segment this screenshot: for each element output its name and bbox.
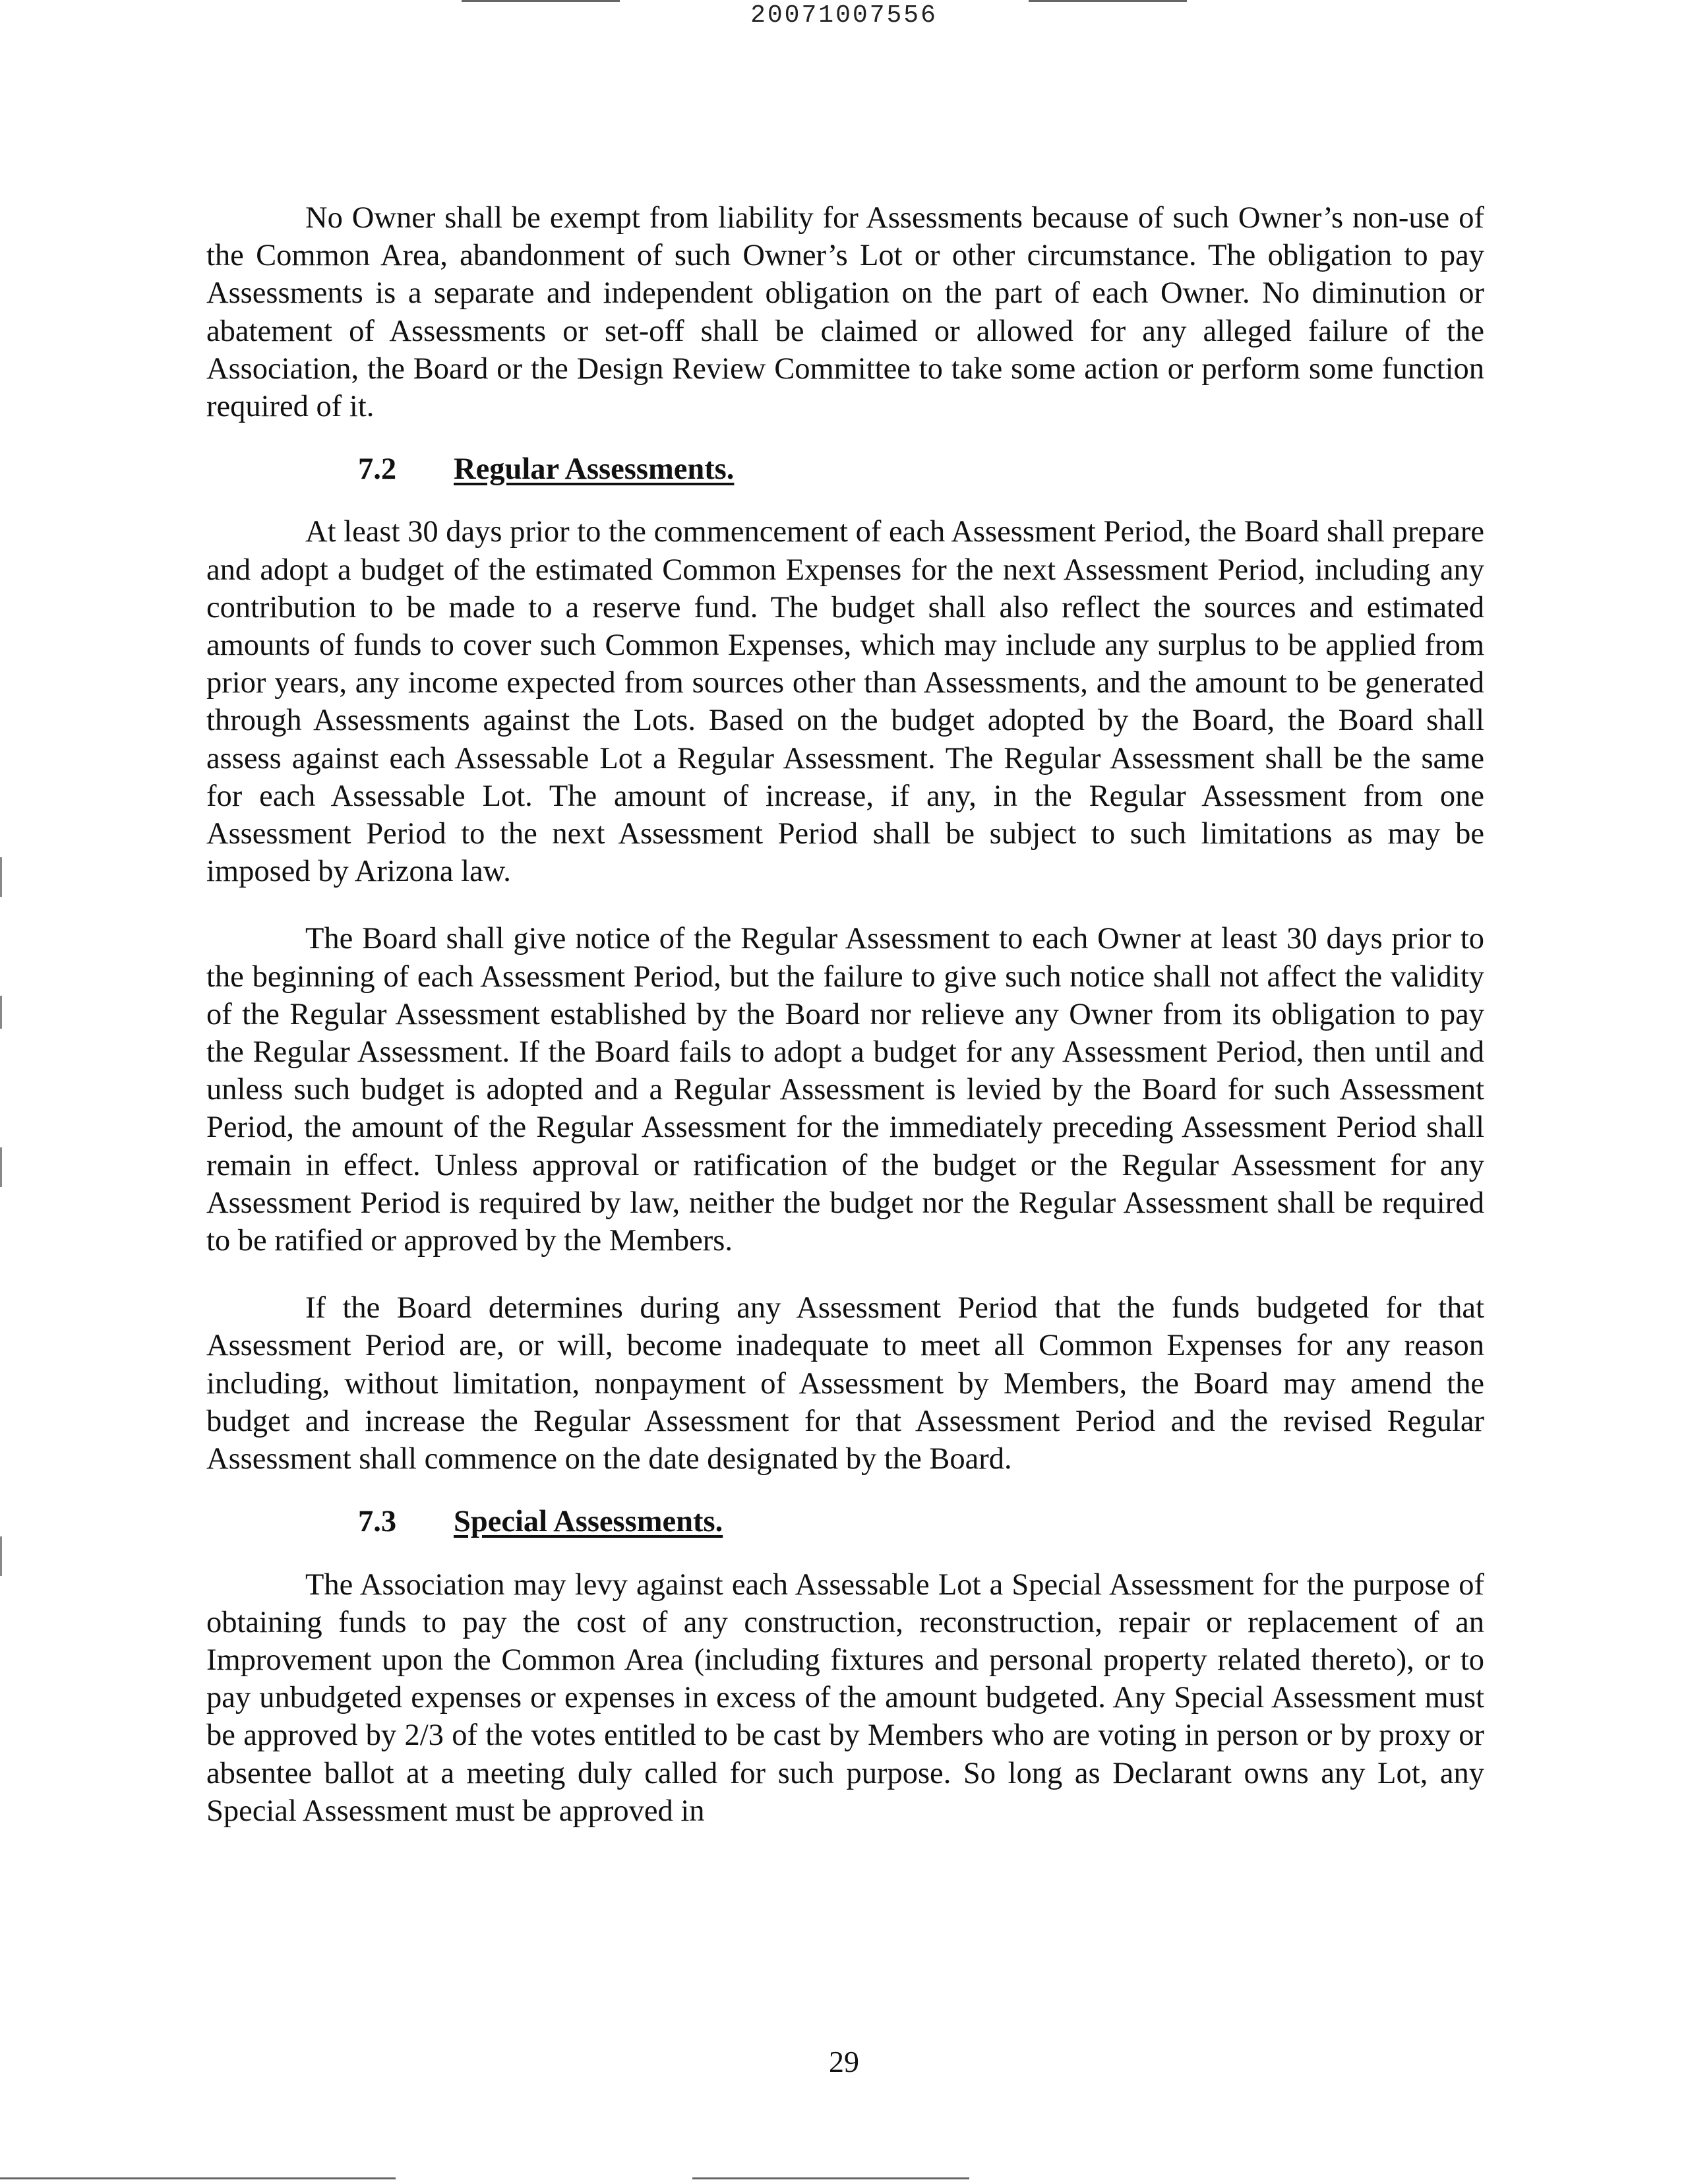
document-body (206, 199, 1484, 1830)
section-heading-7-3 (206, 1503, 1484, 1540)
document-number: 20071007556 (750, 1, 938, 30)
edge-tick (0, 1147, 2, 1187)
paragraph-notice: The Board shall give notice of the Regular Assessment to each Owner at least 30 days prior to the beginning of each Assessment Period, but the failure to give such notice shall not affect the validity of the Regular Assessment established by the Board nor relieve any Owner from its obligation to pay the Regular Assessment. If the Board fails to adopt a budget for any Assessment Period, then until and unless such budget is adopted and a Regular Assessment is levied by the Board for such Assessment Period, the amount of the Regular Assessment for the immediately preceding Assessment Period shall remain in effect. Unless approval or ratification of the budget or the Regular Assessment for any Assessment Period is required by law, neither the budget nor the Regular Assessment shall be required to be ratified or approved by the Members. (206, 922, 1484, 1258)
paragraph-budget-amendment: If the Board determines during any Assessment Period that the funds budgeted for that Assessment Period are, or will, become inadequate to meet all Common Expenses for any reason including, without limitation, nonpayment of Assessment by Members, the Board may amend the budget and increase the Regular Assessment for that Assessment Period and the revised Regular Assessment shall commence on the date designated by the Board. (206, 1291, 1484, 1476)
page-number: 29 (829, 2045, 859, 2078)
paragraph-owner-liability: No Owner shall be exempt from liability for Assessments because of such Owner’s non-use of the Common Area, abandonment of such Owner’s Lot or other circumstance. The obligation to pay Assessments is a separate and independent obligation on the part of each Owner. No diminution or abatement of Assessments or set-off shall be claimed or allowed for any alleged failure of the Association, the Board or the Design Review Committee to take some action or perform some function required of it. (206, 201, 1484, 424)
section-number: 7.3 (358, 1505, 397, 1539)
edge-tick (0, 996, 2, 1029)
paragraph-budget-adoption: At least 30 days prior to the commencement of each Assessment Period, the Board shall prepare and adopt a budget of the estimated Common Expenses for the next Assessment Period, including any contribution to be made to a reserve fund. The budget shall also reflect the sources and estimated amounts of funds to cover such Common Expenses, which may include any surplus to be applied from prior years, any income expected from sources other than Assessments, and the amount to be generated through Assessments against the Lots. Based on the budget adopted by the Board, the Board shall assess against each Assessable Lot a Regular Assessment. The Regular Assessment shall be the same for each Assessable Lot. The amount of increase, if any, in the Regular Assessment from one Assessment Period to the next Assessment Period shall be subject to such limitations as may be imposed by Arizona law. (206, 515, 1484, 889)
edge-tick (0, 1536, 2, 1576)
section-title: Regular Assessments. (454, 452, 735, 487)
section-title: Special Assessments. (454, 1505, 723, 1539)
section-heading-7-2 (206, 450, 1484, 488)
edge-tick (0, 857, 2, 897)
scan-mark-bottom-mid (692, 2177, 969, 2179)
section-number: 7.2 (358, 452, 397, 487)
scan-mark-bottom-left (0, 2177, 396, 2179)
paragraph-special-assessment: The Association may levy against each Assessable Lot a Special Assessment for the purpose of obtaining funds to pay the cost of any construction, reconstruction, repair or replacement of an Improvement upon the Common Area (including fixtures and personal property related thereto), or to pay unbudgeted expenses or expenses in excess of the amount budgeted. Any Special Assessment must be approved by 2/3 of the votes entitled to be cast by Members who are voting in person or by proxy or absentee ballot at a meeting duly called for such purpose. So long as Declarant owns any Lot, any Special Assessment must be approved in (206, 1567, 1484, 1828)
